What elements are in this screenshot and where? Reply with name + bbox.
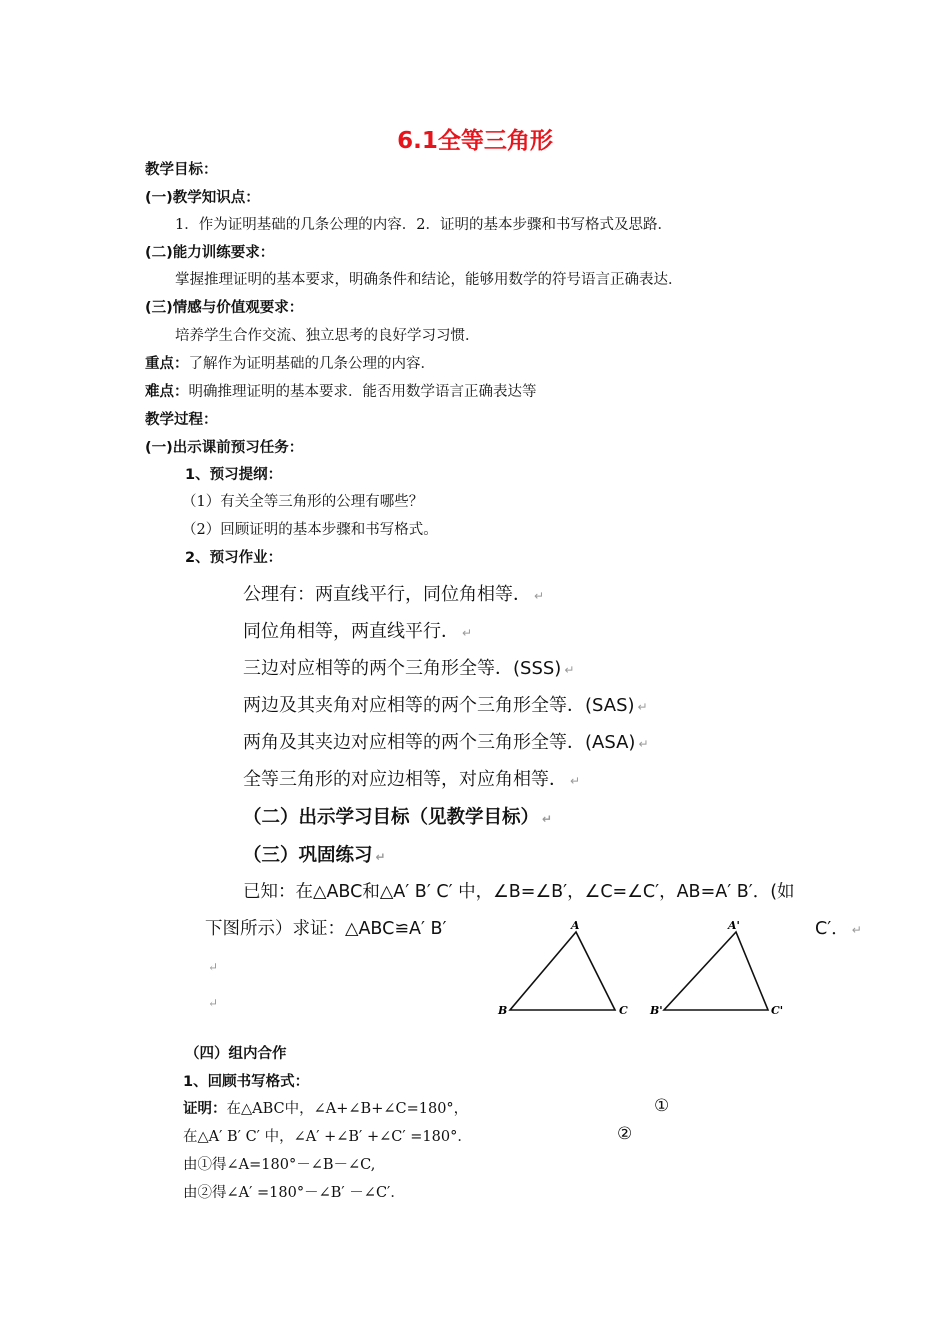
triangle-a1b1c1-figure	[650, 915, 800, 1025]
vertex-label-c-prime: C'	[771, 1004, 784, 1017]
key-text: 了解作为证明基础的几条公理的内容．	[188, 356, 435, 372]
preview-heading: (一)出示课前预习任务：	[145, 440, 304, 456]
problem-line-1: 已知：在△ABC和△A′ B′ C′ 中，∠B=∠B′，∠C=∠C′，AB=A′ B′．(如	[243, 882, 795, 902]
difficulty-point	[145, 380, 537, 401]
outline-question-2: （2）回顾证明的基本步骤和书写格式。	[182, 522, 438, 538]
axiom-1: 公理有：两直线平行，同位角相等． ↵	[243, 584, 545, 605]
knowledge-text: 1．作为证明基础的几条公理的内容．2．证明的基本步骤和书写格式及思路．	[175, 217, 672, 233]
triangle-abc-figure	[490, 915, 640, 1025]
axiom-3: 三边对应相等的两个三角形全等．(SSS) ↵	[243, 658, 575, 679]
goals-heading: （二）出示学习目标（见教学目标） ↵	[243, 807, 553, 828]
axiom-6: 全等三角形的对应边相等，对应角相等． ↵	[243, 769, 581, 790]
axiom-4: 两边及其夹角对应相等的两个三角形全等．(SAS) ↵	[243, 695, 648, 716]
homework-heading: 2、预习作业：	[185, 550, 283, 566]
emotion-heading: (三)情感与价值观要求：	[145, 300, 304, 316]
triangle-abc	[510, 932, 615, 1010]
emotion-text: 培养学生合作交流、独立思考的良好学习习惯．	[175, 328, 480, 344]
vertex-label-b-prime: B'	[650, 1004, 663, 1017]
group-heading: （四）组内合作	[185, 1046, 287, 1062]
vertex-label-b: B	[498, 1004, 508, 1017]
process-heading: 教学过程：	[145, 412, 218, 428]
vertex-label-c: C	[619, 1004, 628, 1017]
axiom-5: 两角及其夹边对应相等的两个三角形全等．(ASA) ↵	[243, 732, 649, 753]
objectives-heading: 教学目标：	[145, 162, 218, 178]
axiom-2: 同位角相等，两直线平行． ↵	[243, 621, 473, 642]
proof-line-1-text: 在△ABC中，∠A+∠B+∠C=180°，	[226, 1101, 469, 1117]
empty-paragraph-mark: ↵	[208, 996, 219, 1010]
triangle-a1b1c1	[664, 932, 768, 1010]
ability-heading: (二)能力训练要求：	[145, 245, 275, 261]
key-label: 重点：	[145, 356, 189, 372]
vertex-label-a: A	[571, 919, 580, 932]
circled-1-mark: ①	[654, 1096, 670, 1116]
proof-line-2: 在△A′ B′ C′ 中，∠A′ +∠B′ +∠C′ =180°．	[183, 1129, 472, 1145]
proof-label: 证明：	[183, 1101, 227, 1117]
problem-line-2-end: C′． ↵	[815, 919, 862, 939]
key-point	[145, 352, 435, 373]
outline-question-1: （1）有关全等三角形的公理有哪些？	[182, 494, 424, 510]
practice-heading: （三）巩固练习 ↵	[243, 845, 386, 866]
ability-text: 掌握推理证明的基本要求，明确条件和结论，能够用数学的符号语言正确表达．	[175, 272, 683, 288]
proof-line-1	[183, 1097, 468, 1118]
vertex-label-a-prime: A'	[728, 919, 740, 932]
problem-line-2: 下图所示）求证：△ABC≌A′ B′	[205, 919, 447, 939]
proof-line-3: 由①得∠A=180°－∠B－∠C,	[183, 1157, 376, 1173]
difficulty-label: 难点：	[145, 384, 189, 400]
review-heading: 1、回顾书写格式：	[183, 1074, 310, 1090]
outline-heading: 1、预习提纲：	[185, 467, 283, 483]
page-title: 6.1全等三角形	[397, 128, 553, 154]
circled-2-mark: ②	[617, 1124, 633, 1144]
knowledge-heading: (一)教学知识点：	[145, 190, 260, 206]
difficulty-text: 明确推理证明的基本要求．能否用数学语言正确表达等	[188, 384, 537, 400]
empty-paragraph-mark: ↵	[208, 960, 219, 974]
proof-line-4: 由②得∠A′ =180°－∠B′ －∠C′．	[183, 1185, 405, 1201]
